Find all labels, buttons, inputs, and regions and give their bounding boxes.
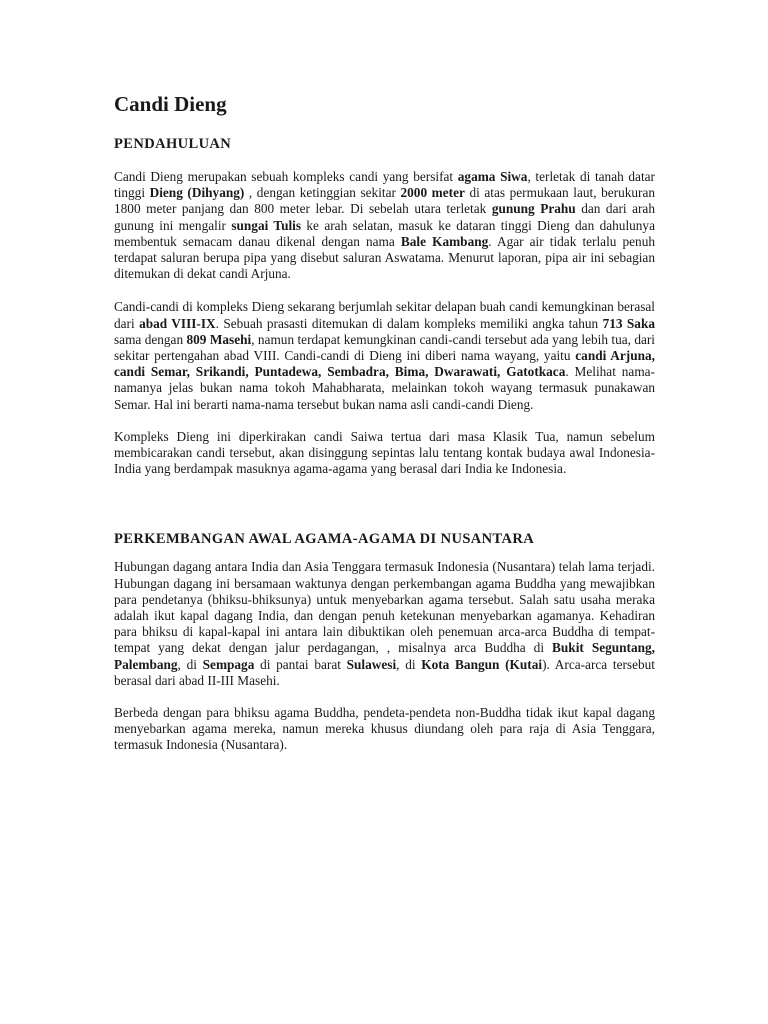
paragraph: Candi Dieng merupakan sebuah kompleks candi yang bersifat agama Siwa, terletak di tanah datar tinggi Dieng (Dihyang) , dengan ketinggian sekitar 2000 meter di atas permukaan laut, berukuran 1800 meter panjang dan 800 meter lebar. Di sebelah utara terletak gunung Prahu dan dari arah gunung ini mengalir sungai Tulis ke arah selatan, masuk ke dataran tinggi Dieng dan dahulunya membentuk semacam danau dikenal dengan nama Bale Kambang. Agar air tidak terlalu penuh terdapat saluran berupa pipa yang disebut saluran Aswatama. Menurut laporan, pipa air ini sebagian ditemukan di dekat candi Arjuna. [114,169,656,282]
section-heading: PERKEMBANGAN AWAL AGAMA-AGAMA DI NUSANTARA [114,531,535,548]
document-body [114,90,655,754]
paragraph: Kompleks Dieng ini diperkirakan candi Saiwa tertua dari masa Klasik Tua, namun sebelum membicarakan candi tersebut, akan disinggung sepintas lalu tentang kontak budaya awal Indonesia-India yang berdampak masuknya agama-agama yang berasal dari India ke Indonesia. [114,428,655,477]
bold-text: Sulawesi [346,656,397,672]
bold-text: gunung Prahu [491,201,576,217]
section-heading: PENDAHULUAN [114,136,232,152]
bold-text: 713 Saka [602,315,655,331]
bold-text: 2000 meter [400,185,465,201]
document-title: Candi Dieng [114,92,227,116]
bold-text: Bukit Seguntang, Palembang [114,640,655,672]
paragraph: Berbeda dengan para bhiksu agama Buddha, pendeta-pendeta non-Buddha tidak ikut kapal dagang menyebarkan agama mereka, namun mereka khusus diundang oleh para raja di Asia Tenggara, termasuk Indonesia (Nusantara). [114,705,655,753]
bold-text: sungai Tulis [231,217,302,233]
bold-text: Bale Kambang [400,233,489,249]
bold-text: candi Arjuna, candi Semar, Srikandi, Puntadewa, Sembadra, Bima, Dwarawati, Gatotkaca [114,348,655,380]
bold-text: agama Siwa [457,169,528,184]
paragraph: Candi-candi di kompleks Dieng sekarang berjumlah sekitar delapan buah candi kemungkinan berasal dari abad VIII-IX. Sebuah prasasti ditemukan di dalam kompleks memiliki angka tahun 713 Saka sama dengan 809 Masehi, namun terdapat kemungkinan candi-candi tersebut ada yang lebih tua, dari sekitar pertengahan abad VIII. Candi-candi di Dieng ini diberi nama wayang, yaitu candi Arjuna, candi Semar, Srikandi, Puntadewa, Sembadra, Bima, Dwarawati, Gatotkaca. Melihat nama-namanya jelas bukan nama tokoh Mahabharata, melainkan tokoh wayang termasuk punakawan Semar. Hal ini berarti nama-nama tersebut bukan nama asli candi-candi Dieng. [114,299,655,412]
bold-text: Sempaga [202,656,255,672]
paragraph: Hubungan dagang antara India dan Asia Tenggara termasuk Indonesia (Nusantara) telah lama terjadi. Hubungan dagang ini bersamaan waktunya dengan perkembangan agama Buddha yang mewajibkan para pendetanya (bhiksu-bhiksunya) untuk menyebarkan agama tersebut. Salah satu usaha meraka adalah ikut kapal dagang India, dan dengan penuh ketekunan menyebarkan agamanya. Kehadiran para bhiksu di kapal-kapal ini antara lain dibuktikan oleh penemuan arca-arca Buddha di tempat-tempat yang dekat dengan jalur perdagangan, , misalnya arca Buddha di Bukit Seguntang, Palembang, di Sempaga di pantai barat Sulawesi, di Kota Bangun (Kutai). Arca-arca tersebut berasal dari abad II-III Masehi. [114,559,656,688]
bold-text: Dieng (Dihyang) [149,185,245,201]
bold-text: abad VIII-IX [139,315,216,331]
bold-text: 809 Masehi [186,331,252,347]
bold-text: Kota Bangun (Kutai [421,656,543,672]
